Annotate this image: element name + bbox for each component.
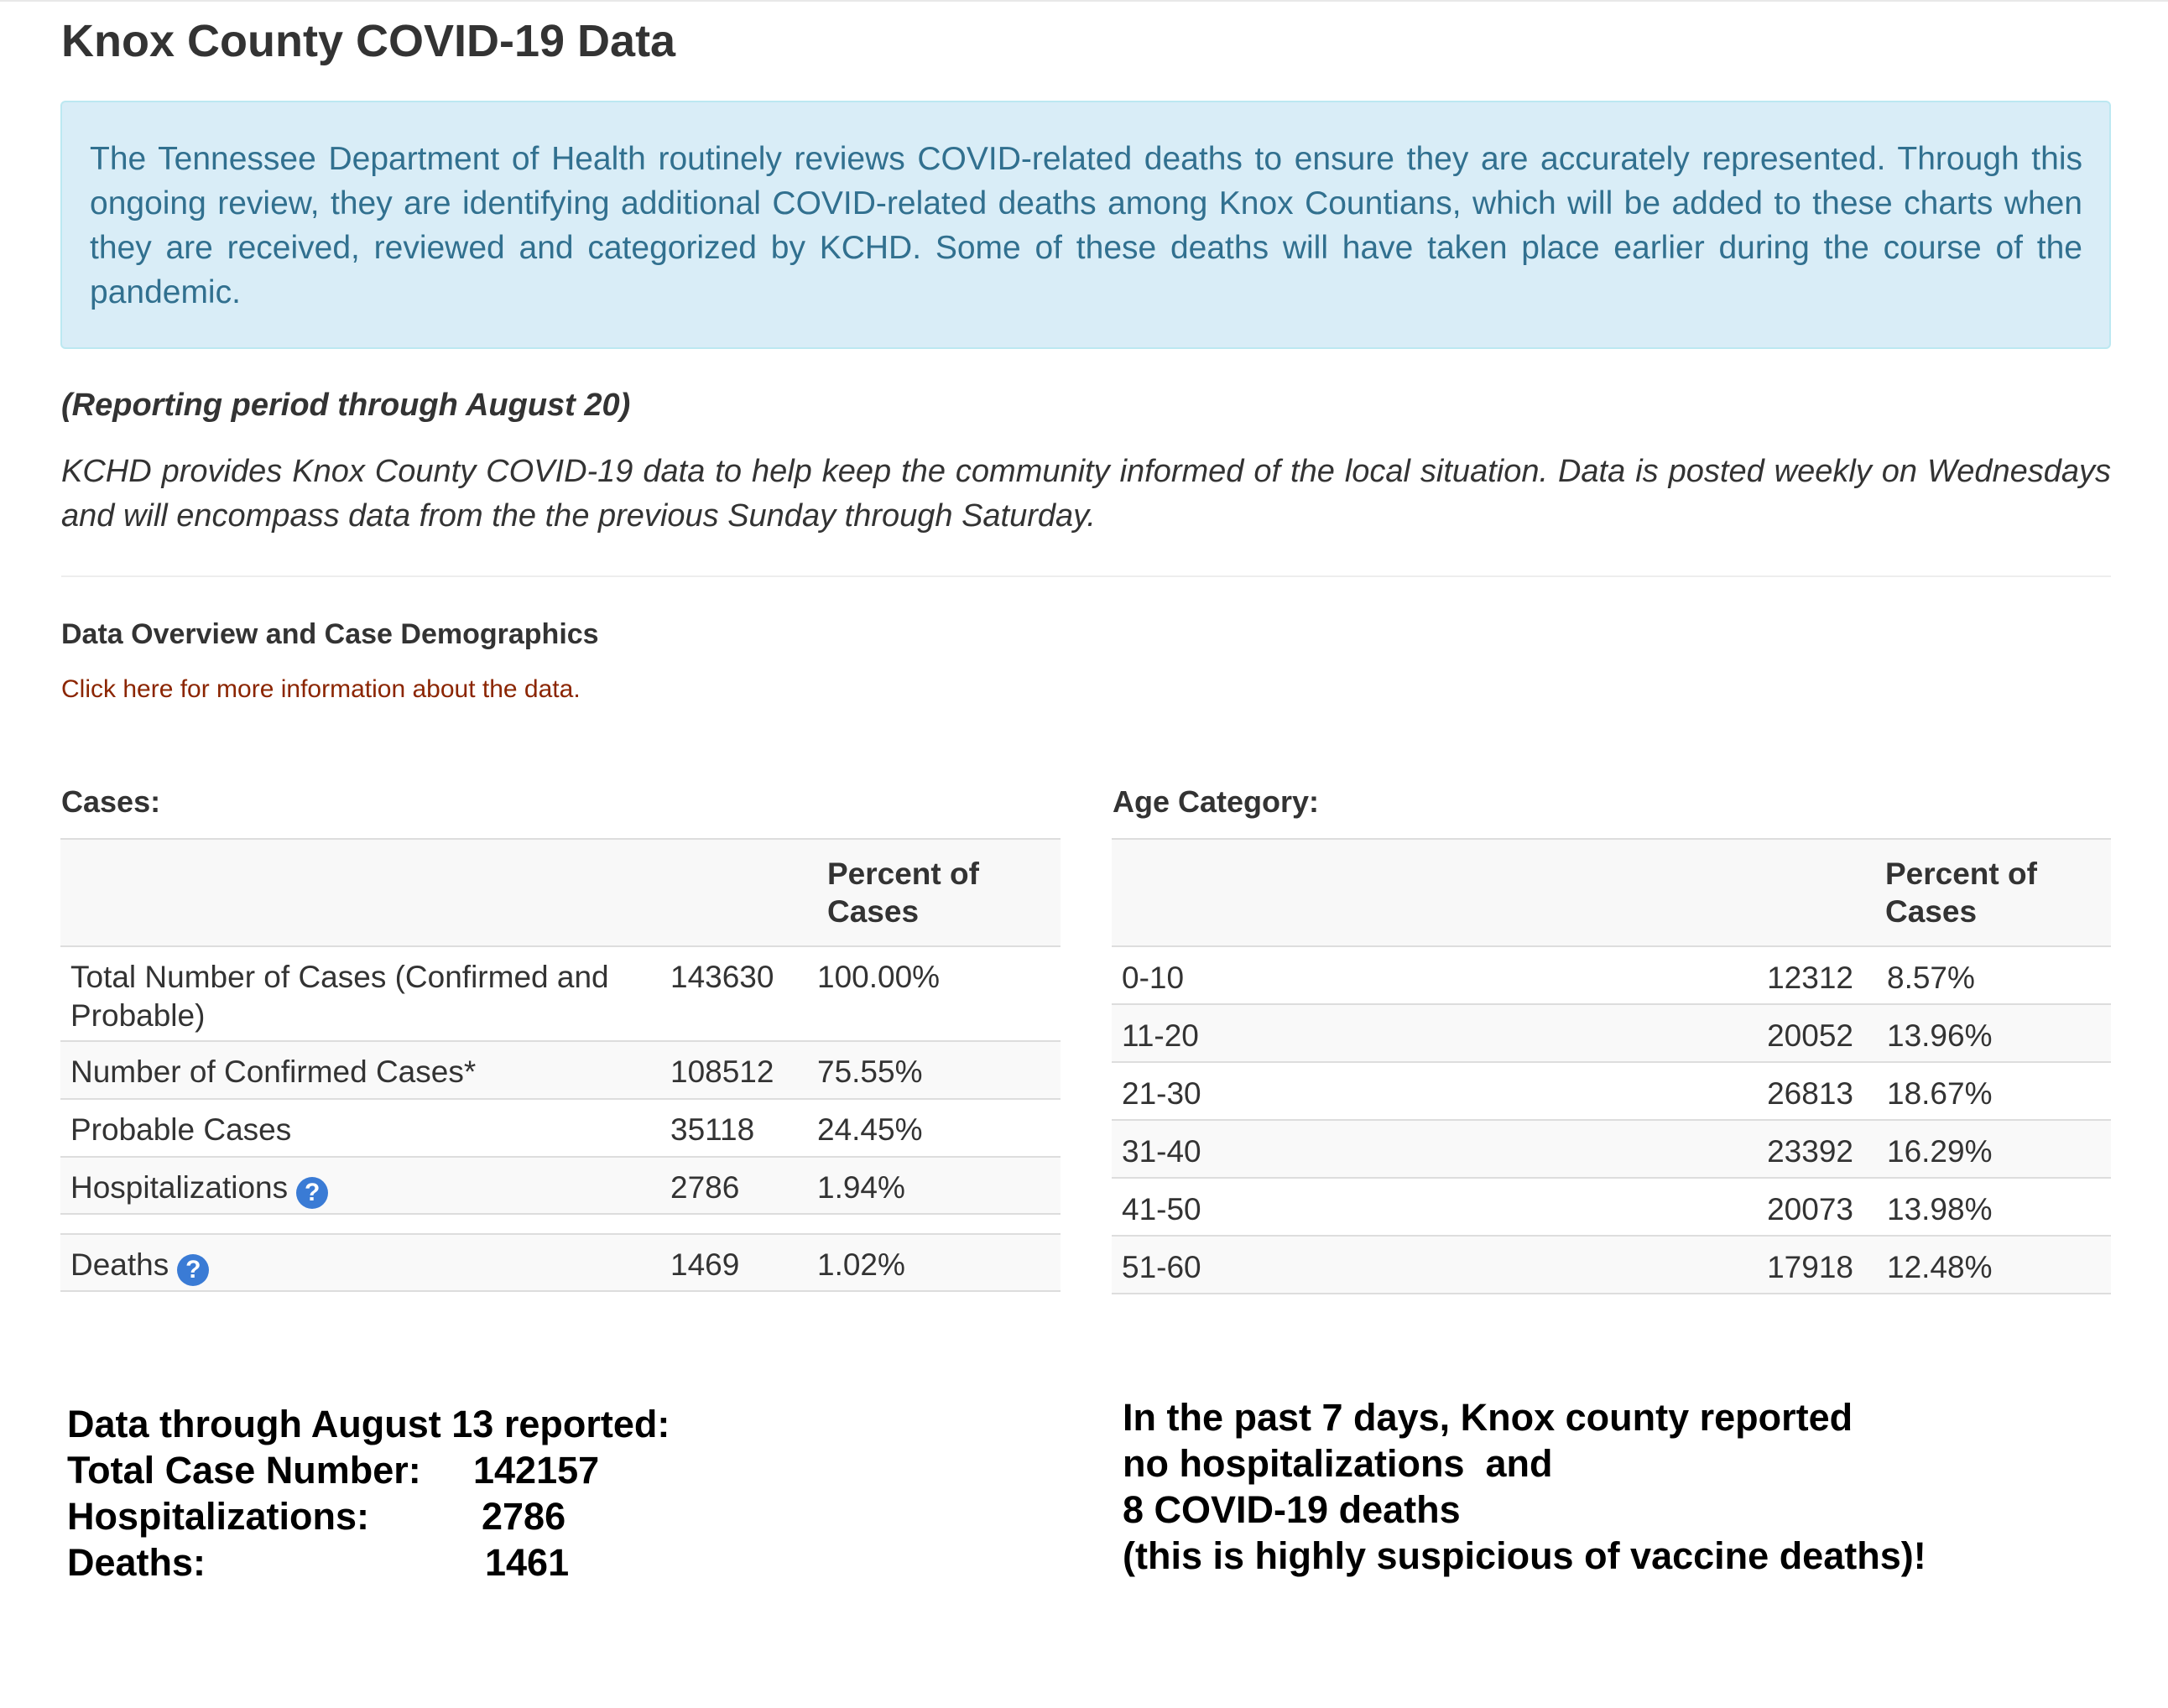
row-percent: 24.45% (817, 1099, 1061, 1157)
question-circle-icon[interactable]: ? (296, 1177, 328, 1209)
annotation-past-week (1123, 1394, 1926, 1579)
row-percent: 13.96% (1875, 1004, 2111, 1062)
header-cell (667, 839, 817, 946)
row-value: 26813 (1724, 1062, 1875, 1120)
table-header-row (60, 839, 1061, 946)
age-range: 41-50 (1112, 1178, 1724, 1236)
header-cell (1112, 839, 1724, 946)
row-value: 1469 (667, 1234, 817, 1291)
row-percent: 8.57% (1875, 946, 2111, 1004)
table-row (1112, 1236, 2111, 1294)
row-percent: 1.02% (817, 1234, 1061, 1291)
page-title: Knox County COVID-19 Data (61, 16, 676, 66)
row-value: 2786 (667, 1157, 817, 1214)
annotation-line: In the past 7 days, Knox county reported (1123, 1396, 1853, 1439)
annotation-row (67, 1493, 670, 1539)
spacer-cell (60, 1214, 667, 1234)
row-percent: 12.48% (1875, 1236, 2111, 1294)
table-row (60, 1234, 1061, 1291)
header-cell (60, 839, 667, 946)
annotation-line: 8 COVID-19 deaths (1123, 1488, 1461, 1531)
annotation-value: 2786 (482, 1495, 566, 1538)
spacer-cell (667, 1214, 817, 1234)
annotation-row (67, 1447, 670, 1493)
row-percent: 100.00% (817, 946, 1061, 1041)
row-value: 20073 (1724, 1178, 1875, 1236)
cases-label: Cases: (61, 784, 161, 819)
table-row (1112, 946, 2111, 1004)
annotation-heading: Data through August 13 reported: (67, 1403, 670, 1445)
reporting-period: (Reporting period through August 20) (61, 388, 631, 423)
section-divider (61, 575, 2111, 577)
age-category-label: Age Category: (1113, 784, 1320, 819)
row-label-cell (60, 1234, 667, 1291)
table-row (1112, 1062, 2111, 1120)
age-category-table (1112, 838, 2111, 1294)
row-percent: 75.55% (817, 1041, 1061, 1099)
age-range: 21-30 (1112, 1062, 1724, 1120)
row-value: 20052 (1724, 1004, 1875, 1062)
age-range: 0-10 (1112, 946, 1724, 1004)
cases-table (60, 838, 1061, 1292)
row-percent: 18.67% (1875, 1062, 2111, 1120)
annotation-label: Hospitalizations: (67, 1495, 370, 1538)
table-header-row (1112, 839, 2111, 946)
more-info-link[interactable]: Click here for more information about the data. (61, 675, 581, 703)
header-cell (1724, 839, 1875, 946)
age-range: 51-60 (1112, 1236, 1724, 1294)
table-row (60, 1041, 1061, 1099)
table-row (1112, 1004, 2111, 1062)
table-spacer-row (60, 1214, 1061, 1234)
table-row (60, 1157, 1061, 1214)
spacer-cell (817, 1214, 1061, 1234)
row-value: 108512 (667, 1041, 817, 1099)
row-label: Number of Confirmed Cases* (60, 1041, 667, 1099)
row-value: 17918 (1724, 1236, 1875, 1294)
annotation-label: Total Case Number: (67, 1449, 421, 1492)
header-percent (1875, 839, 2111, 946)
age-range: 11-20 (1112, 1004, 1724, 1062)
annotation-value: 142157 (473, 1449, 600, 1492)
intro-text: KCHD provides Knox County COVID-19 data to help keep the community informed of the local situation. Data is posted weekly on Wednesdays and will encompass data from the the previous Sunday through Saturday. (61, 454, 2111, 534)
table-row (1112, 1120, 2111, 1178)
annotation-previous-week (67, 1401, 670, 1586)
row-value: 23392 (1724, 1120, 1875, 1178)
alert-text: The Tennessee Department of Health routinely reviews COVID-related deaths to ensure they are accurately represented. Through this ongoing review, they are identifying additional COVID-related deaths among Knox Countians, which will be added to these charts when they are received, reviewed and categorized by KCHD. Some of these deaths will have taken place earlier during the course of the pandemic. (90, 141, 2082, 310)
row-label: Probable Cases (60, 1099, 667, 1157)
row-value: 143630 (667, 946, 817, 1041)
row-label: Hospitalizations (70, 1170, 289, 1205)
table-row (60, 946, 1061, 1041)
row-percent: 16.29% (1875, 1120, 2111, 1178)
info-alert (60, 101, 2111, 349)
row-value: 35118 (667, 1099, 817, 1157)
annotation-label: Deaths: (67, 1541, 206, 1584)
row-percent: 13.98% (1875, 1178, 2111, 1236)
row-value: 12312 (1724, 946, 1875, 1004)
annotation-value: 1461 (485, 1541, 570, 1584)
question-circle-icon[interactable]: ? (177, 1254, 209, 1286)
table-row (1112, 1178, 2111, 1236)
row-label: Deaths (70, 1247, 169, 1282)
annotation-line: no hospitalizations and (1123, 1442, 1553, 1485)
header-percent-label: Percent of Cases (1885, 857, 2037, 929)
row-percent: 1.94% (817, 1157, 1061, 1214)
row-label: Total Number of Cases (Confirmed and Probable) (60, 946, 667, 1041)
annotation-line: (this is highly suspicious of vaccine deaths)! (1123, 1534, 1926, 1577)
top-divider (0, 0, 2168, 2)
header-percent (817, 839, 1061, 946)
row-label-cell (60, 1157, 667, 1214)
section-title: Data Overview and Case Demographics (61, 618, 599, 650)
annotation-row (67, 1539, 670, 1586)
table-row (60, 1099, 1061, 1157)
header-percent-label: Percent of Cases (827, 857, 979, 929)
age-range: 31-40 (1112, 1120, 1724, 1178)
